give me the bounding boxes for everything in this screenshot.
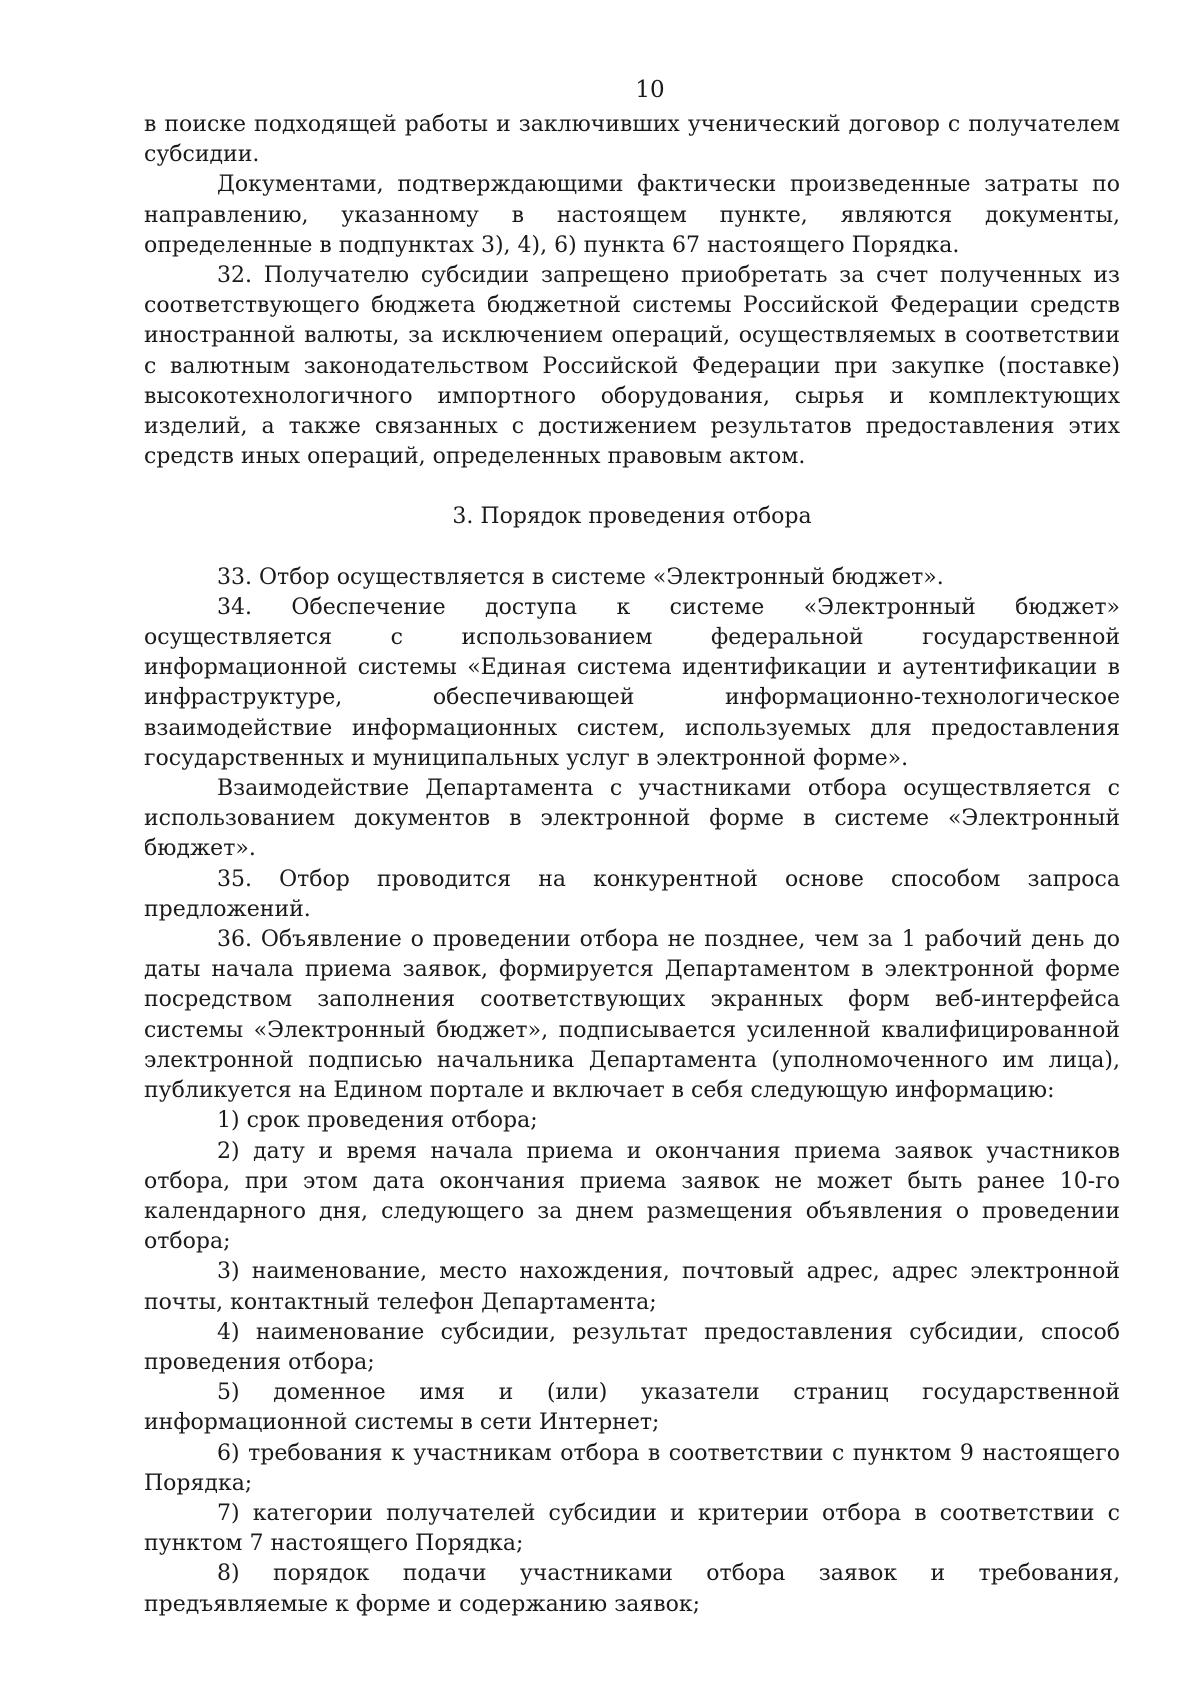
paragraphs-before-section: [144, 110, 1120, 472]
paragraph: Взаимодействие Департамента с участниками отбора осуществляется с использованием документов в электронной форме в системе «Электронный бюджет».: [144, 776, 1120, 862]
paragraphs-after-section: [144, 563, 1120, 1620]
paragraph: в поиске подходящей работы и заключивших ученический договор с получателем субсидии.: [144, 112, 1120, 168]
paragraph: 32. Получателю субсидии запрещено приобретать за счет полученных из соответствующего бюджета бюджетной системы Российской Федерации средств иностранной валюты, за исключением операций, осуществляемых в соответствии с валютным законодательством Российской Федерации при закупке (поставке) высокотехнологичного импортного оборудования, сырья и комплектующих изделий, а также связанных с достижением результатов предоставления этих средств иных операций, определенных правовым актом.: [144, 263, 1120, 470]
section-title: 3. Порядок проведения отбора: [452, 504, 812, 530]
paragraph: 34. Обеспечение доступа к системе «Электронный бюджет» осуществляется с использованием федеральной государственной информационной системы «Единая система идентификации и аутентификации в инфраструктуре, обеспечивающей информационно-технологическое взаимодействие информационных систем, используемых для предоставления государственных и муниципальных услуг в электронной форме».: [144, 594, 1120, 771]
paragraph: 33. Отбор осуществляется в системе «Электронный бюджет».: [217, 564, 944, 590]
page-number: 10: [635, 77, 665, 103]
paragraph: 7) категории получателей субсидии и критерии отбора в соответствии с пунктом 7 настоящего Порядка;: [144, 1500, 1120, 1557]
paragraph: Документами, подтверждающими фактически произведенные затраты по направлению, указанному в настоящем пункте, являются документы, определенные в подпунктах 3), 4), 6) пункта 67 настоящего Порядка.: [144, 172, 1120, 258]
paragraph: 2) дату и время начала приема и окончания приема заявок участников отбора, при этом дата окончания приема заявок не может быть ранее 10-го календарного дня, следующего за днем размещения объявления о проведении отбора;: [144, 1138, 1120, 1255]
document-page: [144, 70, 1120, 1620]
paragraph: 8) порядок подачи участниками отбора заявок и требования, предъявляемые к форме и содержанию заявок;: [144, 1561, 1120, 1617]
paragraph: 5) доменное имя и (или) указатели страниц государственной информационной системы в сети Интернет;: [144, 1380, 1120, 1436]
paragraph: 4) наименование субсидии, результат предоставления субсидии, способ проведения отбора;: [144, 1319, 1120, 1375]
paragraph: 35. Отбор проводится на конкурентной основе способом запроса предложений.: [144, 866, 1120, 922]
paragraph: 1) срок проведения отбора;: [217, 1108, 538, 1134]
document-body: [144, 110, 1120, 1620]
paragraph: 3) наименование, место нахождения, почтовый адрес, адрес электронной почты, контактный телефон Департамента;: [144, 1259, 1120, 1315]
paragraph: 36. Объявление о проведении отбора не позднее, чем за 1 рабочий день до даты начала приема заявок, формируется Департаментом в электронной форме посредством заполнения соответствующих экранных форм веб-интерфейса системы «Электронный бюджет», подписывается усиленной квалифицированной электронной подписью начальника Департамента (уполномоченного им лица), публикуется на Едином портале и включает в себя следующую информацию:: [144, 927, 1120, 1104]
paragraph: 6) требования к участникам отбора в соответствии с пунктом 9 настоящего Порядка;: [144, 1440, 1120, 1496]
